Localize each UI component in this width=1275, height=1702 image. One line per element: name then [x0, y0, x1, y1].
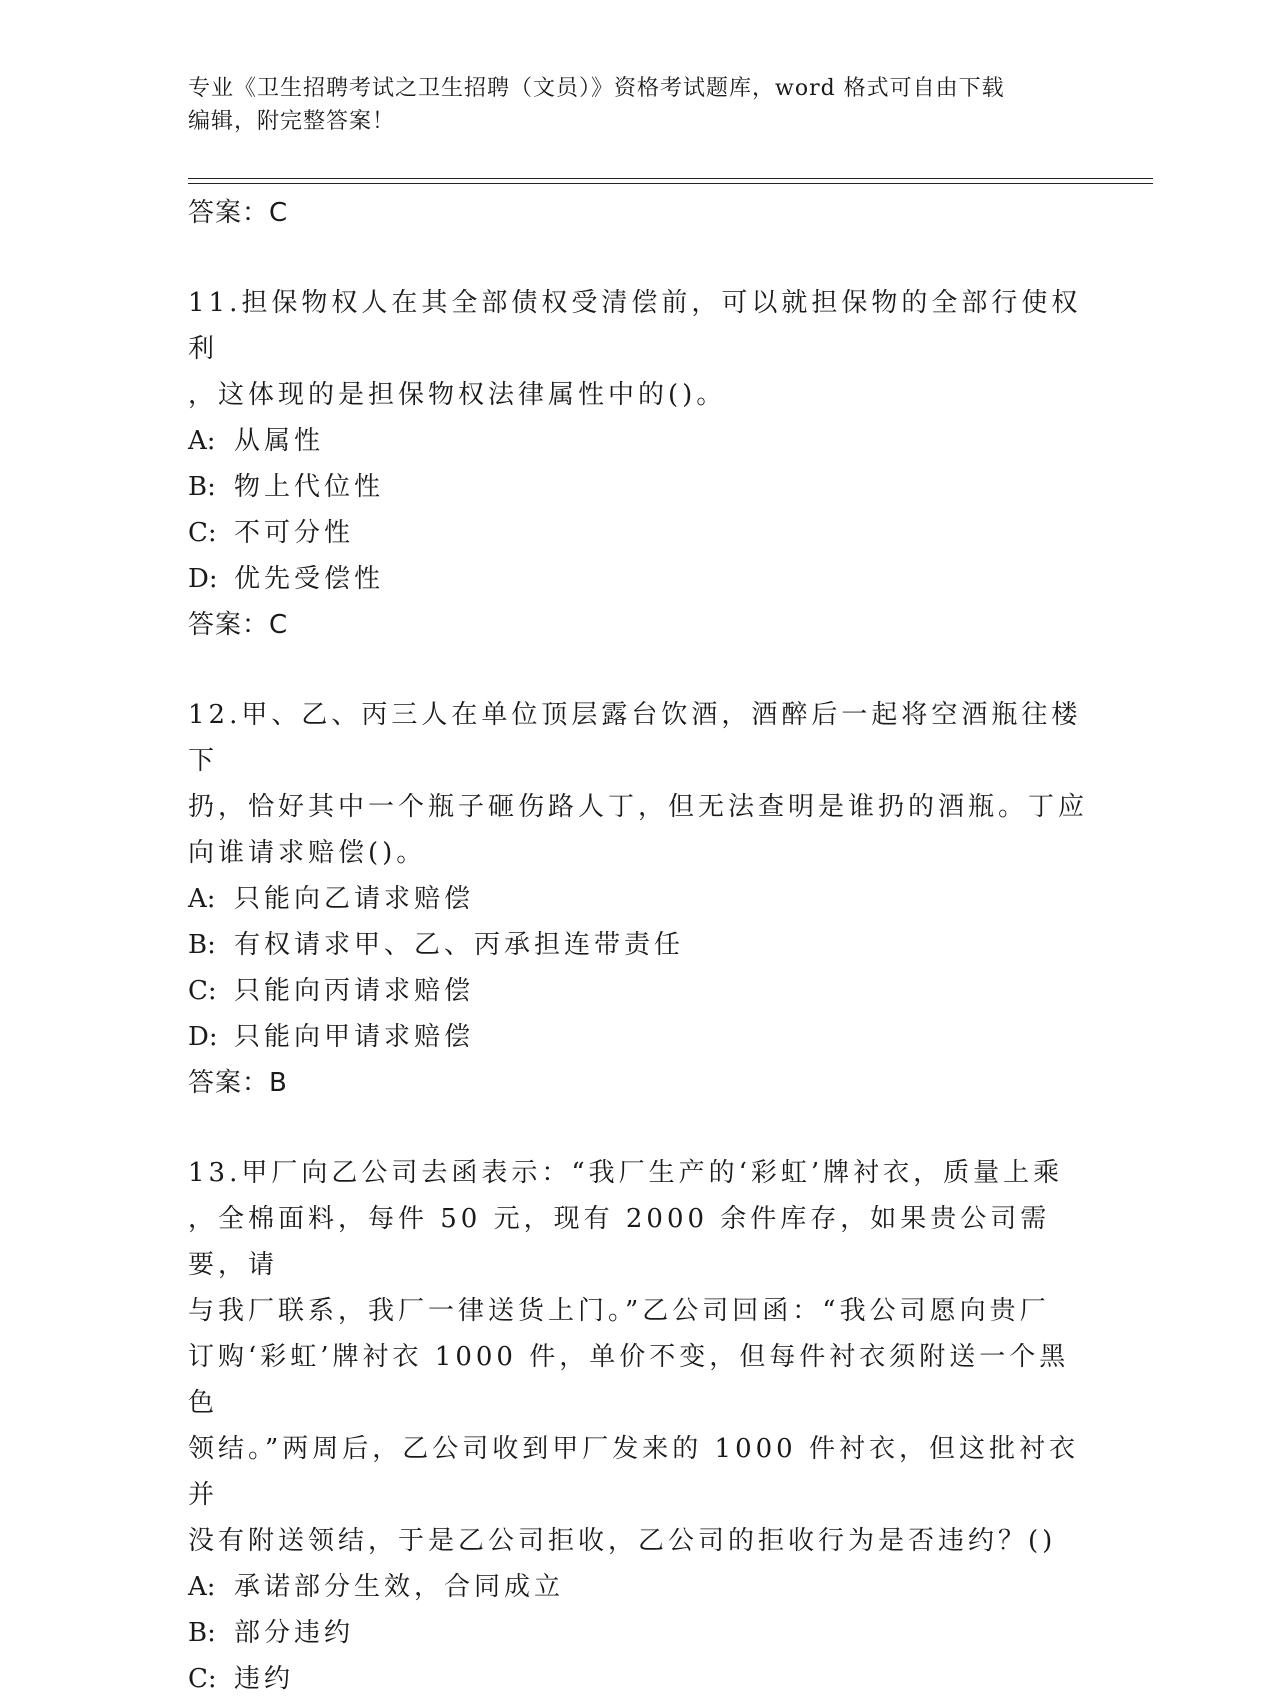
question-line: ，这体现的是担保物权法律属性中的()。: [188, 380, 727, 410]
option-c: [188, 1656, 1088, 1702]
question-text: [188, 280, 1088, 418]
question-line: 订购‘彩虹’牌衬衣 1000 件，单价不变，但每件衬衣须附送一个黑色: [188, 1342, 1070, 1418]
option-b: [188, 1610, 1088, 1656]
question-line: 向谁请求赔偿()。: [188, 838, 427, 868]
option-key: C:: [188, 1664, 217, 1694]
option-key: B:: [188, 1618, 216, 1648]
option-key: A:: [188, 1572, 216, 1602]
option-key: C:: [188, 976, 217, 1006]
question-list: [188, 190, 1088, 1702]
spacer: [188, 1106, 1088, 1150]
header-line-1: 专业《卫生招聘考试之卫生招聘（文员）》资格考试题库，word 格式可自由下载: [188, 76, 1005, 101]
option-text: 物上代位性: [234, 472, 385, 502]
header-divider: [188, 178, 1153, 179]
option-text: 优先受偿性: [234, 564, 385, 594]
option-a: [188, 418, 1088, 464]
option-text: 有权请求甲、乙、丙承担连带责任: [234, 930, 685, 960]
option-c: [188, 968, 1088, 1014]
option-d: [188, 556, 1088, 602]
option-a: [188, 876, 1088, 922]
option-b: [188, 464, 1088, 510]
question-line: 领结。”两周后，乙公司收到甲厂发来的 1000 件衬衣，但这批衬衣并: [188, 1434, 1079, 1510]
question-11: [188, 280, 1088, 648]
answer-line: 答案：C: [188, 198, 289, 228]
header-divider-second: [188, 183, 1153, 184]
question-text: [188, 1150, 1088, 1564]
spacer: [188, 236, 1088, 280]
option-text: 违约: [234, 1664, 295, 1694]
option-key: D:: [188, 1022, 218, 1052]
question-text: [188, 692, 1088, 876]
spacer: [188, 648, 1088, 692]
question-line: 12.甲、乙、丙三人在单位顶层露台饮酒，酒醉后一起将空酒瓶往楼下: [188, 700, 1082, 776]
option-text: 承诺部分生效，合同成立: [234, 1572, 565, 1602]
header-line-2: 编辑，附完整答案！: [188, 109, 396, 134]
option-text: 只能向丙请求赔偿: [234, 976, 475, 1006]
option-key: A:: [188, 884, 216, 914]
answer-line: 答案：B: [188, 1068, 288, 1098]
option-key: A:: [188, 426, 216, 456]
option-d: [188, 1014, 1088, 1060]
question-line: 没有附送领结，于是乙公司拒收，乙公司的拒收行为是否违约？(): [188, 1526, 1057, 1556]
option-text: 只能向乙请求赔偿: [234, 884, 475, 914]
question-line: ，全棉面料，每件 50 元，现有 2000 余件库存，如果贵公司需要，请: [188, 1204, 1051, 1280]
question-line: 与我厂联系，我厂一律送货上门。”乙公司回函：“我公司愿向贵厂: [188, 1296, 1050, 1326]
option-a: [188, 1564, 1088, 1610]
option-c: [188, 510, 1088, 556]
question-line: 扔，恰好其中一个瓶子砸伤路人丁，但无法查明是谁扔的酒瓶。丁应: [188, 792, 1089, 822]
option-text: 只能向甲请求赔偿: [234, 1022, 475, 1052]
option-key: B:: [188, 930, 216, 960]
option-text: 不可分性: [234, 518, 355, 548]
question-13: [188, 1150, 1088, 1702]
option-b: [188, 922, 1088, 968]
option-key: D:: [188, 564, 218, 594]
document-header: [188, 72, 1088, 138]
question-12: [188, 692, 1088, 1106]
option-text: 部分违约: [234, 1618, 355, 1648]
question-line: 13.甲厂向乙公司去函表示：“我厂生产的‘彩虹’牌衬衣，质量上乘: [188, 1158, 1064, 1188]
option-text: 从属性: [234, 426, 325, 456]
question-line: 11.担保物权人在其全部债权受清偿前，可以就担保物的全部行使权利: [188, 288, 1082, 364]
answer-line: 答案：C: [188, 610, 289, 640]
option-key: C:: [188, 518, 217, 548]
option-key: B:: [188, 472, 216, 502]
